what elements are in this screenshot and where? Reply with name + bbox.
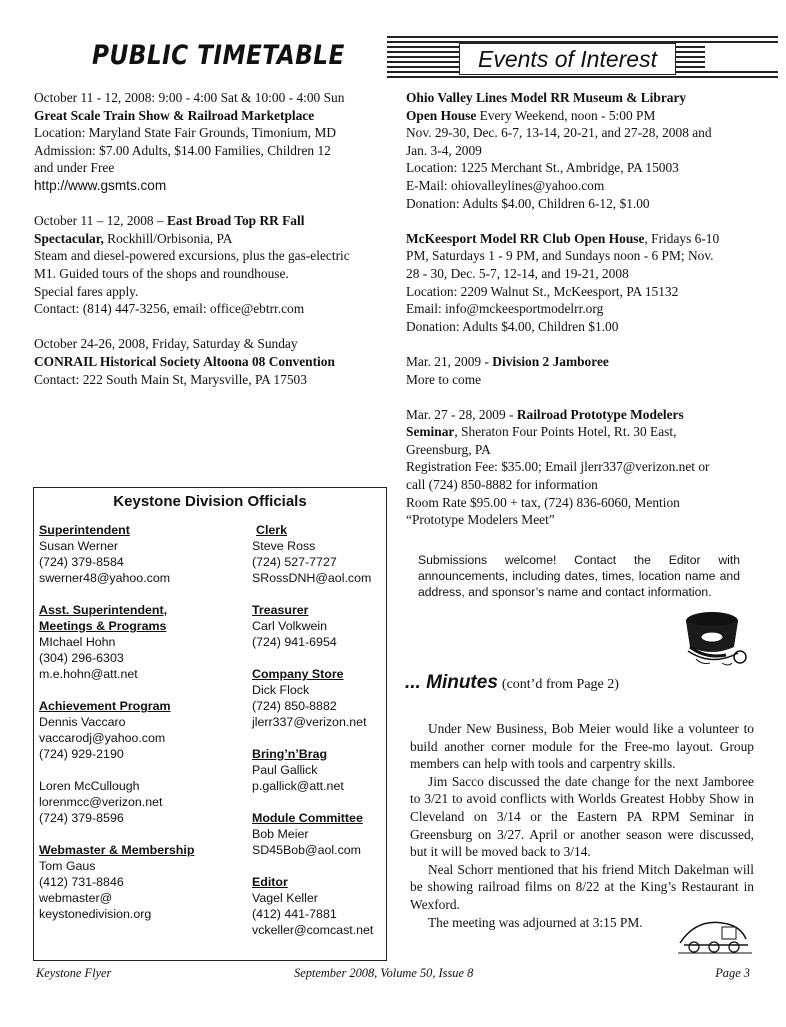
official-phone: (724) 850-8882 — [252, 699, 337, 713]
minutes-cont-note: (cont’d from Page 2) — [501, 677, 619, 692]
official-name: Dennis Vaccaro — [39, 715, 126, 729]
event-rpm-seminar — [406, 406, 750, 529]
event-fee-cont: call (724) 850-8882 for information — [406, 477, 598, 493]
minutes-heading — [405, 672, 619, 694]
event-location: Location: 1225 Merchant St., Ambridge, PA 15003 — [406, 160, 679, 176]
footer-publication: Keystone Flyer — [36, 966, 112, 980]
event-location: , Sheraton Four Points Hotel, Rt. 30 East, — [454, 424, 677, 440]
event-email: Email: info@mckeesportmodelrr.org — [406, 301, 604, 317]
event-date: October 11 – 12, 2008 – — [34, 213, 168, 229]
official-phone: (412) 731-8846 — [39, 875, 124, 889]
event-title-cont: Open House — [406, 107, 477, 123]
module-committee-title: Module Committee — [252, 811, 363, 825]
event-ohio-valley — [406, 89, 750, 212]
official-email: p.gallick@att.net — [252, 779, 344, 793]
official-name: MIchael Hohn — [39, 635, 116, 649]
official-email: SD45Bob@aol.com — [252, 843, 362, 857]
event-dates: Nov. 29-30, Dec. 6-7, 13-14, 20-21, and 27-28, 2008 and — [406, 125, 712, 141]
officials-right-column — [252, 522, 373, 938]
event-admission-cont: and under Free — [34, 160, 115, 176]
events-banner — [387, 36, 778, 80]
official-phone: (724) 379-8584 — [39, 555, 124, 569]
official-name: Bob Meier — [252, 827, 309, 841]
official-email: vaccarodj@yahoo.com — [39, 731, 166, 745]
treasurer-title: Treasurer — [252, 603, 309, 617]
submissions-note: Submissions welcome! Contact the Editor with announcements, including dates, times, location name and address, and sponsor’s name and contact information. — [418, 553, 740, 599]
conductor-hat-icon — [676, 607, 754, 671]
event-title-cont: Seminar — [406, 424, 455, 440]
event-email: E-Mail: ohiovalleylines@yahoo.com — [406, 177, 605, 193]
clerk-title: Clerk — [256, 523, 287, 537]
event-title: Division 2 Jamboree — [492, 353, 609, 369]
officials-title: Keystone Division Officials — [113, 493, 307, 510]
official-phone: (304) 296-6303 — [39, 651, 124, 665]
minutes-paragraph: Under New Business, Bob Meier would like a volunteer to build another corner module for the Free-mo layout. Group members can help with tools and carpentry skills. — [410, 721, 754, 772]
official-email: lorenmcc@verizon.net — [39, 795, 163, 809]
event-heading — [34, 212, 382, 230]
bring-n-brag-title: Bring’n’Brag — [252, 747, 328, 761]
public-timetable-title: PUBLIC TIMETABLE — [92, 40, 345, 71]
official-name: Carl Volkwein — [252, 619, 328, 633]
timetable-event-2 — [34, 212, 382, 318]
events-list — [406, 89, 750, 529]
event-title: Great Scale Train Show & Railroad Marketplace — [34, 107, 315, 123]
superintendent-title: Superintendent — [39, 523, 130, 537]
footer-page-number: Page 3 — [715, 966, 750, 980]
event-city: Greensburg, PA — [406, 441, 491, 457]
official-email: SRossDNH@aol.com — [252, 571, 372, 585]
event-note: More to come — [406, 371, 482, 387]
official-email: vckeller@comcast.net — [252, 923, 374, 937]
event-contact: Contact: (814) 447-3256, email: office@ebtrr.com — [34, 301, 305, 317]
event-dates: 28 - 30, Dec. 5-7, 12-14, and 19-21, 2008 — [406, 265, 629, 281]
event-donation: Donation: Adults $4.00, Children 6-12, $1.00 — [406, 195, 650, 211]
official-phone: (412) 441-7881 — [252, 907, 337, 921]
event-location: Rockhill/Orbisonia, PA — [103, 230, 233, 246]
event-date: October 11 - 12, 2008: 9:00 - 4:00 Sat & 10:00 - 4:00 Sun — [34, 90, 345, 105]
event-jamboree — [406, 353, 750, 388]
official-name: Susan Werner — [39, 539, 118, 553]
event-location: Location: Maryland State Fair Grounds, Timonium, MD — [34, 125, 337, 141]
minutes-body — [410, 720, 754, 931]
footer-issue: September 2008, Volume 50, Issue 8 — [294, 966, 474, 980]
official-phone: (724) 929-2190 — [39, 747, 124, 761]
official-name: Paul Gallick — [252, 763, 318, 777]
official-name: Vagel Keller — [252, 891, 318, 905]
asst-superintendent-title: Asst. Superintendent, — [39, 603, 168, 617]
event-location: Location: 2209 Walnut St., McKeesport, PA 15132 — [406, 283, 679, 299]
official-phone: (724) 941-6954 — [252, 635, 337, 649]
event-title: CONRAIL Historical Society Altoona 08 Convention — [34, 353, 335, 369]
event-room-rate: Room Rate $95.00 + tax, (724) 836-6060, Mention — [406, 494, 680, 510]
asst-superintendent-title-cont: Meetings & Programs — [39, 619, 167, 633]
event-title: McKeesport Model RR Club Open House — [406, 230, 645, 246]
event-contact: Contact: 222 South Main St, Marysville, PA 17503 — [34, 371, 307, 387]
public-timetable-list — [34, 89, 382, 388]
page-footer — [36, 966, 750, 986]
timetable-event-1 — [34, 89, 382, 195]
events-banner-title: Events of Interest — [478, 46, 657, 72]
event-date: October 24-26, 2008, Friday, Saturday & Sunday — [34, 336, 298, 352]
event-url[interactable]: http://www.gsmts.com — [34, 177, 167, 193]
event-date: Mar. 27 - 28, 2009 - — [406, 406, 517, 422]
event-title: East Broad Top RR Fall — [167, 213, 305, 229]
event-hours: , Fridays 6-10 — [644, 230, 720, 246]
official-name: Steve Ross — [252, 539, 316, 553]
train-sketch-icon — [676, 913, 754, 957]
official-email: swerner48@yahoo.com — [39, 571, 171, 585]
event-desc: Steam and diesel-powered excursions, plus the gas-electric — [34, 248, 350, 264]
event-title-cont: Spectacular, — [34, 230, 104, 246]
timetable-event-3 — [34, 335, 382, 388]
event-donation: Donation: Adults $4.00, Children $1.00 — [406, 318, 619, 334]
event-dates-cont: Jan. 3-4, 2009 — [406, 142, 482, 158]
official-phone: (724) 527-7727 — [252, 555, 337, 569]
event-mckeesport — [406, 230, 750, 336]
banner-box — [459, 43, 676, 75]
event-hours-cont: PM, Saturdays 1 - 9 PM, and Sundays noon - 6 PM; Nov. — [406, 248, 714, 264]
officials-box — [33, 487, 387, 961]
official-email: webmaster@ — [39, 891, 113, 905]
official-name: Loren McCullough — [39, 779, 140, 793]
event-desc-cont: M1. Guided tours of the shops and roundhouse. — [34, 265, 289, 281]
minutes-title: ... Minutes — [405, 672, 498, 693]
official-name: Dick Flock — [252, 683, 310, 697]
company-store-title: Company Store — [252, 667, 344, 681]
official-email-cont: keystonedivision.org — [39, 907, 152, 921]
event-title: Railroad Prototype Modelers — [516, 406, 684, 422]
editor-title: Editor — [252, 875, 288, 889]
event-mention: “Prototype Modelers Meet” — [406, 512, 555, 528]
banner-gap — [705, 45, 778, 71]
minutes-paragraph: Jim Sacco discussed the date change for the next Jamboree to 3/21 to avoid conflicts with Worlds Greatest Hobby Show in Cleveland on 3/14 or the Eastern PA RPM Seminar in Greensburg on 3/27. April or another season were discussed, but it will be moved back to 3/14. — [410, 773, 754, 860]
official-email: jlerr337@verizon.net — [252, 715, 367, 729]
event-fee: Registration Fee: $35.00; Email jlerr337@verizon.net or — [406, 459, 710, 475]
event-title: Ohio Valley Lines Model RR Museum & Library — [406, 90, 687, 105]
officials-left-column — [39, 522, 194, 922]
webmaster-title: Webmaster & Membership — [39, 843, 195, 857]
achievement-title: Achievement Program — [39, 699, 171, 713]
minutes-paragraph: The meeting was adjourned at 3:15 PM. — [428, 914, 643, 930]
event-date: Mar. 21, 2009 - — [406, 353, 493, 369]
official-phone: (724) 379-8596 — [39, 811, 124, 825]
official-name: Tom Gaus — [39, 859, 96, 873]
event-admission: Admission: $7.00 Adults, $14.00 Families, Children 12 — [34, 142, 331, 158]
minutes-paragraph: Neal Schorr mentioned that his friend Mitch Dakelman will be showing railroad films on 8/22 at the King’s Restaurant in Wexford. — [410, 861, 754, 912]
official-email: m.e.hohn@att.net — [39, 667, 138, 681]
event-fares: Special fares apply. — [34, 283, 139, 299]
event-hours: Every Weekend, noon - 5:00 PM — [476, 107, 656, 123]
